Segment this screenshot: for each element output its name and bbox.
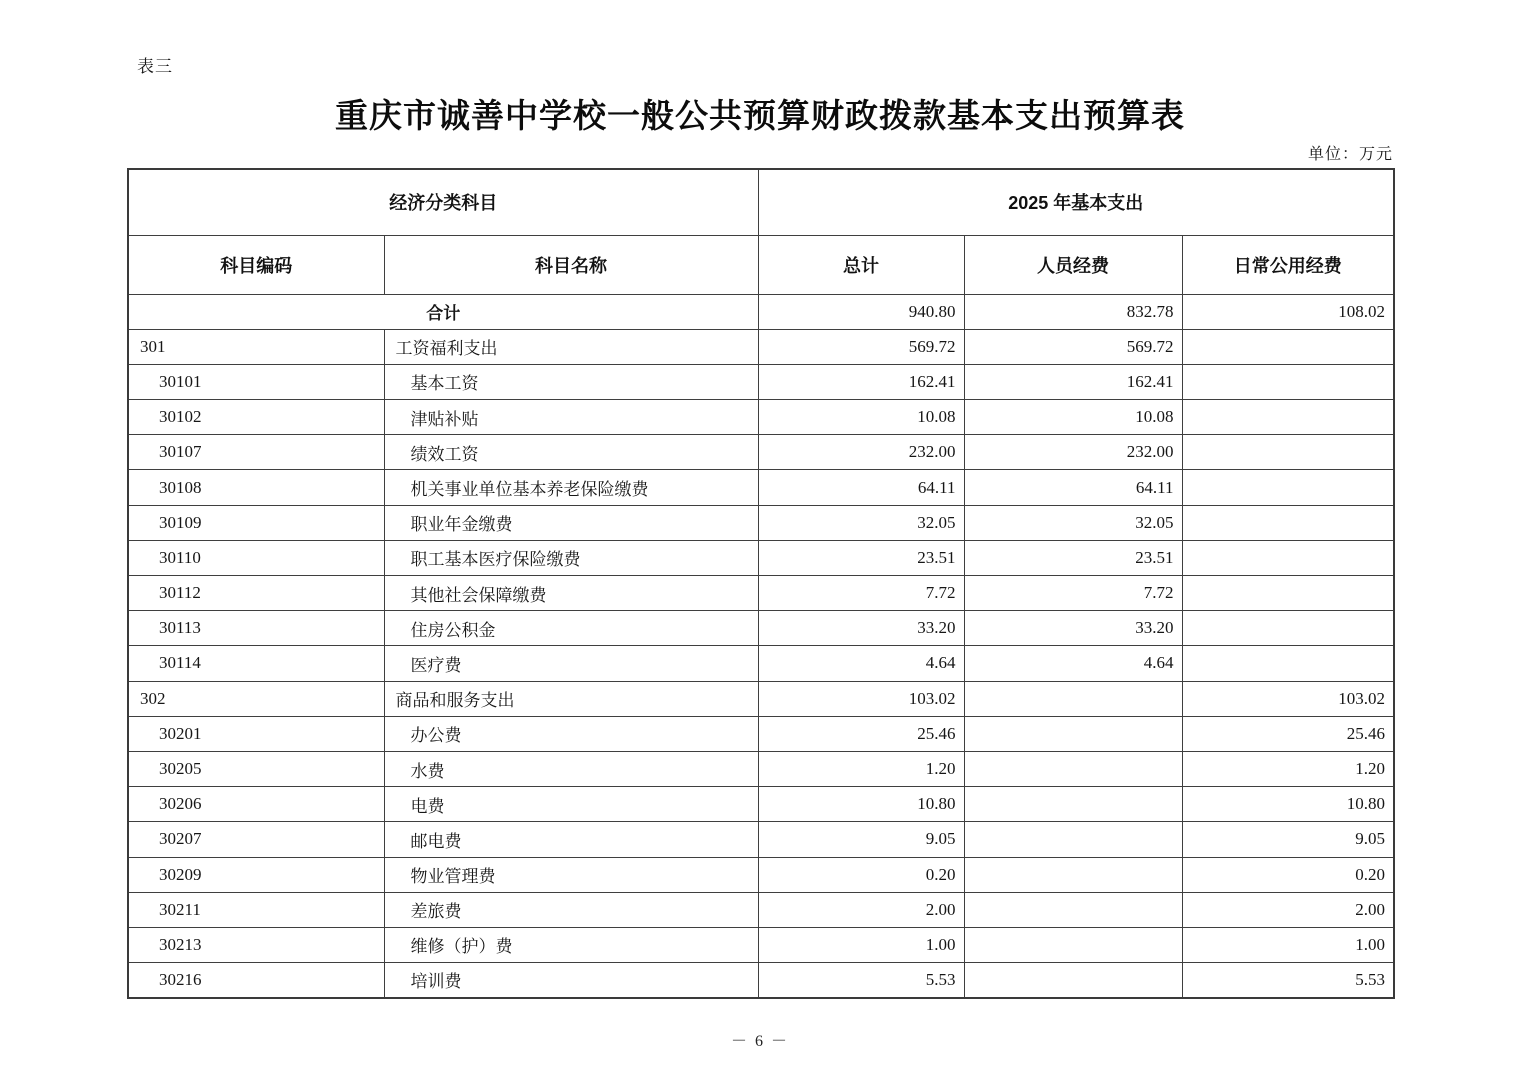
table-body	[128, 294, 1394, 998]
subject-code-cell: 30206	[128, 787, 384, 822]
daily-public-value-cell	[1182, 329, 1394, 364]
subject-code-cell: 30213	[128, 927, 384, 962]
personnel-value-cell: 64.11	[964, 470, 1182, 505]
subject-name-cell: 差旅费	[384, 892, 758, 927]
table-row	[128, 892, 1394, 927]
daily-public-value-cell	[1182, 540, 1394, 575]
subject-name-cell: 医疗费	[384, 646, 758, 681]
personnel-value-cell	[964, 927, 1182, 962]
personnel-value-cell: 23.51	[964, 540, 1182, 575]
subject-name-cell: 机关事业单位基本养老保险缴费	[384, 470, 758, 505]
personnel-value-cell	[964, 963, 1182, 998]
daily-public-value-cell	[1182, 435, 1394, 470]
column-header-total: 总计	[758, 235, 964, 294]
total-value-cell: 1.20	[758, 751, 964, 786]
personnel-value-cell	[964, 857, 1182, 892]
table-row	[128, 646, 1394, 681]
table-row	[128, 963, 1394, 998]
table-row	[128, 822, 1394, 857]
table-row	[128, 716, 1394, 751]
subject-name-cell: 住房公积金	[384, 611, 758, 646]
personnel-value-cell: 569.72	[964, 329, 1182, 364]
daily-public-value-cell: 9.05	[1182, 822, 1394, 857]
column-header-subject-code: 科目编码	[128, 235, 384, 294]
total-value-cell: 64.11	[758, 470, 964, 505]
total-value-cell: 33.20	[758, 611, 964, 646]
daily-public-value-cell	[1182, 611, 1394, 646]
table-row	[128, 681, 1394, 716]
subject-name-cell: 商品和服务支出	[384, 681, 758, 716]
table-row	[128, 400, 1394, 435]
subject-code-cell: 301	[128, 329, 384, 364]
personnel-value-cell: 162.41	[964, 364, 1182, 399]
subject-name-cell: 津贴补贴	[384, 400, 758, 435]
personnel-value-cell	[964, 681, 1182, 716]
table-row	[128, 435, 1394, 470]
daily-public-value-cell	[1182, 576, 1394, 611]
daily-public-value-cell	[1182, 470, 1394, 505]
subject-code-cell: 30114	[128, 646, 384, 681]
table-row	[128, 857, 1394, 892]
table-row	[128, 576, 1394, 611]
header-2025-basic-expenditure: 2025 年基本支出	[758, 169, 1394, 235]
subject-code-cell: 30108	[128, 470, 384, 505]
personnel-value-cell: 10.08	[964, 400, 1182, 435]
personnel-value-cell: 832.78	[964, 294, 1182, 329]
daily-public-value-cell: 1.20	[1182, 751, 1394, 786]
subject-name-cell: 邮电费	[384, 822, 758, 857]
table-row	[128, 470, 1394, 505]
row-total-label: 合计	[128, 294, 758, 329]
table-row	[128, 751, 1394, 786]
personnel-value-cell: 7.72	[964, 576, 1182, 611]
page-title: 重庆市诚善中学校一般公共预算财政拨款基本支出预算表	[335, 97, 1185, 134]
total-value-cell: 32.05	[758, 505, 964, 540]
subject-name-cell: 培训费	[384, 963, 758, 998]
header-group-row	[128, 169, 1394, 235]
daily-public-value-cell: 108.02	[1182, 294, 1394, 329]
total-value-cell: 162.41	[758, 364, 964, 399]
subject-name-cell: 职工基本医疗保险缴费	[384, 540, 758, 575]
total-value-cell: 10.08	[758, 400, 964, 435]
subject-name-cell: 职业年金缴费	[384, 505, 758, 540]
table-row	[128, 927, 1394, 962]
total-value-cell: 9.05	[758, 822, 964, 857]
subject-code-cell: 30107	[128, 435, 384, 470]
subject-code-cell: 30205	[128, 751, 384, 786]
total-value-cell: 5.53	[758, 963, 964, 998]
total-value-cell: 569.72	[758, 329, 964, 364]
daily-public-value-cell	[1182, 364, 1394, 399]
total-value-cell: 2.00	[758, 892, 964, 927]
subject-name-cell: 办公费	[384, 716, 758, 751]
column-header-personnel: 人员经费	[964, 235, 1182, 294]
subject-code-cell: 30102	[128, 400, 384, 435]
daily-public-value-cell	[1182, 400, 1394, 435]
daily-public-value-cell: 0.20	[1182, 857, 1394, 892]
subject-name-cell: 维修（护）费	[384, 927, 758, 962]
personnel-value-cell: 4.64	[964, 646, 1182, 681]
personnel-value-cell: 232.00	[964, 435, 1182, 470]
table-number-label: 表三	[137, 57, 173, 76]
total-value-cell: 1.00	[758, 927, 964, 962]
table-header	[128, 169, 1394, 294]
subject-code-cell: 30112	[128, 576, 384, 611]
subject-code-cell: 30201	[128, 716, 384, 751]
table-row	[128, 540, 1394, 575]
header-economic-classification: 经济分类科目	[128, 169, 758, 235]
personnel-value-cell: 32.05	[964, 505, 1182, 540]
subject-name-cell: 工资福利支出	[384, 329, 758, 364]
personnel-value-cell	[964, 751, 1182, 786]
personnel-value-cell	[964, 892, 1182, 927]
column-header-daily-public: 日常公用经费	[1182, 235, 1394, 294]
subject-name-cell: 物业管理费	[384, 857, 758, 892]
daily-public-value-cell: 25.46	[1182, 716, 1394, 751]
total-value-cell: 7.72	[758, 576, 964, 611]
subject-name-cell: 水费	[384, 751, 758, 786]
personnel-value-cell	[964, 787, 1182, 822]
budget-table	[127, 168, 1395, 999]
personnel-value-cell	[964, 822, 1182, 857]
subject-code-cell: 30109	[128, 505, 384, 540]
subject-code-cell: 30216	[128, 963, 384, 998]
table-row	[128, 294, 1394, 329]
total-value-cell: 4.64	[758, 646, 964, 681]
subject-code-cell: 30110	[128, 540, 384, 575]
subject-code-cell: 302	[128, 681, 384, 716]
daily-public-value-cell	[1182, 505, 1394, 540]
subject-name-cell: 基本工资	[384, 364, 758, 399]
daily-public-value-cell: 2.00	[1182, 892, 1394, 927]
page-number: － 6 －	[730, 1033, 789, 1050]
unit-note: 单位：万元	[1307, 146, 1393, 163]
personnel-value-cell	[964, 716, 1182, 751]
subject-code-cell: 30211	[128, 892, 384, 927]
table-row	[128, 329, 1394, 364]
subject-name-cell: 绩效工资	[384, 435, 758, 470]
table-row	[128, 787, 1394, 822]
subject-code-cell: 30101	[128, 364, 384, 399]
total-value-cell: 940.80	[758, 294, 964, 329]
daily-public-value-cell: 103.02	[1182, 681, 1394, 716]
total-value-cell: 103.02	[758, 681, 964, 716]
daily-public-value-cell: 5.53	[1182, 963, 1394, 998]
table-row	[128, 364, 1394, 399]
total-value-cell: 232.00	[758, 435, 964, 470]
total-value-cell: 0.20	[758, 857, 964, 892]
column-header-subject-name: 科目名称	[384, 235, 758, 294]
subject-code-cell: 30207	[128, 822, 384, 857]
personnel-value-cell: 33.20	[964, 611, 1182, 646]
table-row	[128, 611, 1394, 646]
header-columns-row	[128, 235, 1394, 294]
subject-code-cell: 30113	[128, 611, 384, 646]
daily-public-value-cell	[1182, 646, 1394, 681]
table-row	[128, 505, 1394, 540]
subject-name-cell: 其他社会保障缴费	[384, 576, 758, 611]
total-value-cell: 10.80	[758, 787, 964, 822]
daily-public-value-cell: 1.00	[1182, 927, 1394, 962]
subject-code-cell: 30209	[128, 857, 384, 892]
subject-name-cell: 电费	[384, 787, 758, 822]
daily-public-value-cell: 10.80	[1182, 787, 1394, 822]
total-value-cell: 25.46	[758, 716, 964, 751]
total-value-cell: 23.51	[758, 540, 964, 575]
